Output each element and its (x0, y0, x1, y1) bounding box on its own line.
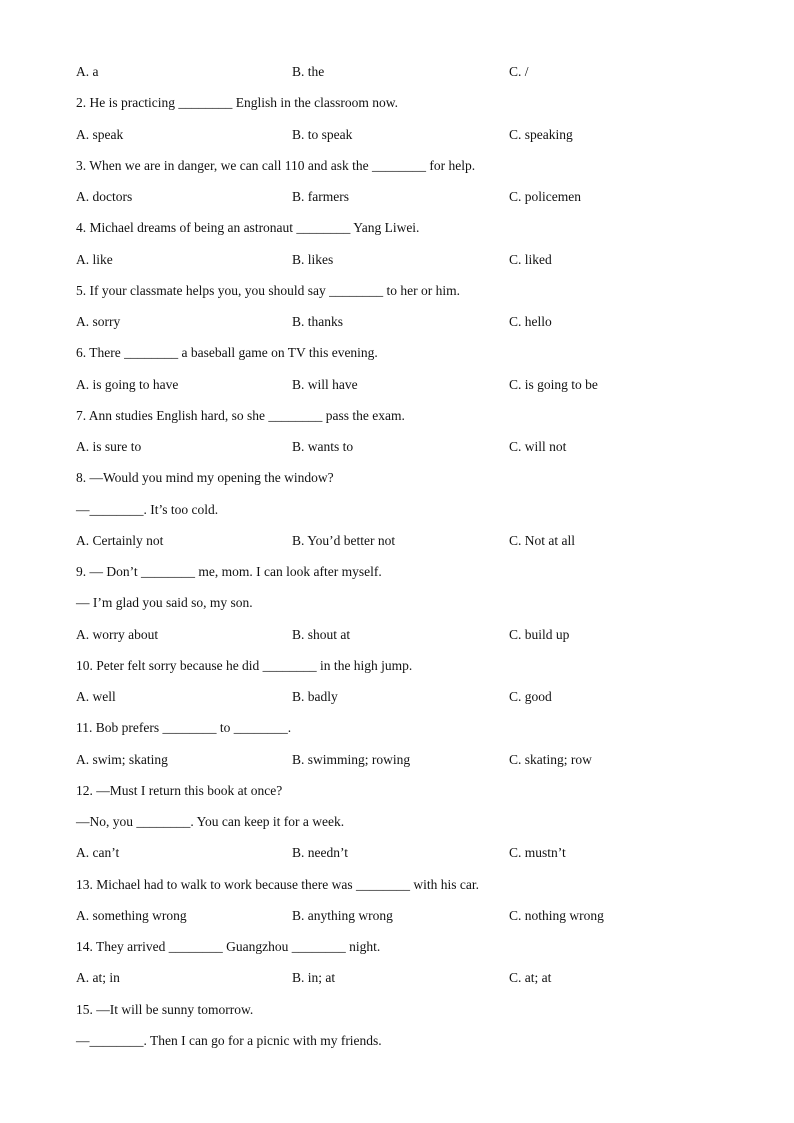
option-a: A. doctors (76, 189, 133, 204)
option-a: A. sorry (76, 314, 121, 329)
option-a: A. Certainly not (76, 533, 164, 548)
option-b: B. to speak (292, 127, 353, 142)
question-line: 8. —Would you mind my opening the window? (76, 470, 334, 485)
option-a: A. is going to have (76, 377, 179, 392)
option-a: A. swim; skating (76, 752, 168, 767)
question-line: 14. They arrived ________ Guangzhou ________ night. (76, 939, 381, 954)
question-line: 2. He is practicing ________ English in the classroom now. (76, 95, 398, 110)
option-a: A. like (76, 252, 113, 267)
question-line: 12. —Must I return this book at once? (76, 783, 283, 798)
option-c: C. Not at all (509, 533, 575, 548)
option-b: B. farmers (292, 189, 349, 204)
question-line: 3. When we are in danger, we can call 110 and ask the ________ for help. (76, 158, 476, 173)
option-b: B. shout at (292, 627, 351, 642)
option-c: C. speaking (509, 127, 573, 142)
question-line: 9. — Don’t ________ me, mom. I can look after myself. (76, 564, 382, 579)
option-b: B. will have (292, 377, 358, 392)
option-b: B. You’d better not (292, 533, 396, 548)
question-line: 6. There ________ a baseball game on TV this evening. (76, 345, 378, 360)
option-b: B. anything wrong (292, 908, 393, 923)
question-line: —________. Then I can go for a picnic with my friends. (76, 1033, 382, 1048)
option-b: B. thanks (292, 314, 344, 329)
option-b: B. swimming; rowing (292, 752, 411, 767)
question-line: 10. Peter felt sorry because he did ________ in the high jump. (76, 658, 413, 673)
option-a: A. is sure to (76, 439, 142, 454)
option-a: A. speak (76, 127, 124, 142)
option-c: C. at; at (509, 970, 552, 985)
question-line: 4. Michael dreams of being an astronaut ________ Yang Liwei. (76, 220, 420, 235)
option-a: A. a (76, 64, 99, 79)
option-c: C. hello (509, 314, 552, 329)
question-line: 7. Ann studies English hard, so she ________ pass the exam. (76, 408, 405, 423)
option-c: C. build up (509, 627, 570, 642)
option-b: B. badly (292, 689, 338, 704)
option-c: C. skating; row (509, 752, 592, 767)
option-a: A. can’t (76, 845, 120, 860)
option-c: C. / (509, 64, 529, 79)
option-c: C. policemen (509, 189, 581, 204)
question-line: 11. Bob prefers ________ to ________. (76, 720, 292, 735)
option-b: B. likes (292, 252, 334, 267)
option-c: C. nothing wrong (509, 908, 604, 923)
option-a: A. worry about (76, 627, 159, 642)
option-b: B. wants to (292, 439, 354, 454)
option-c: C. mustn’t (509, 845, 566, 860)
option-b: B. the (292, 64, 325, 79)
option-a: A. something wrong (76, 908, 187, 923)
question-line: 5. If your classmate helps you, you should say ________ to her or him. (76, 283, 460, 298)
question-line: 15. —It will be sunny tomorrow. (76, 1002, 254, 1017)
option-c: C. liked (509, 252, 552, 267)
question-line: —________. It’s too cold. (76, 502, 219, 517)
option-b: B. in; at (292, 970, 336, 985)
option-c: C. good (509, 689, 552, 704)
question-line: —No, you ________. You can keep it for a week. (76, 814, 345, 829)
question-line: 13. Michael had to walk to work because there was ________ with his car. (76, 877, 480, 892)
option-b: B. needn’t (292, 845, 348, 860)
question-line: — I’m glad you said so, my son. (76, 595, 253, 610)
option-a: A. at; in (76, 970, 120, 985)
option-c: C. is going to be (509, 377, 598, 392)
option-a: A. well (76, 689, 116, 704)
option-c: C. will not (509, 439, 567, 454)
